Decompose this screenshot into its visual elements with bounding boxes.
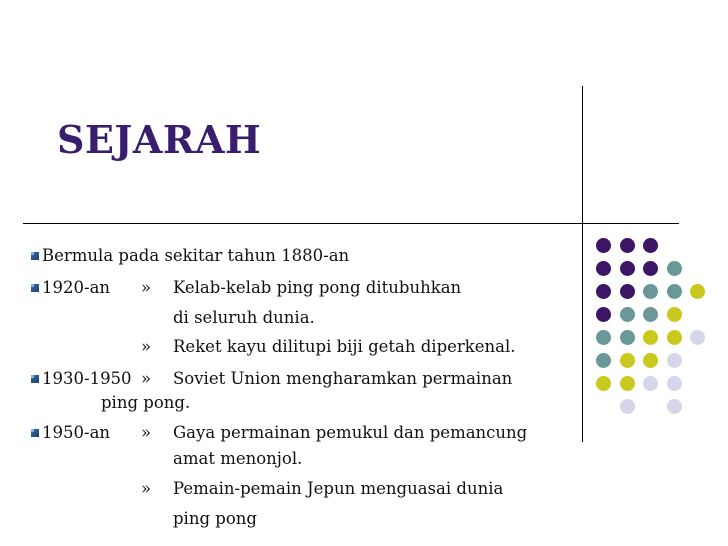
decorative-dot <box>667 353 682 368</box>
event-text: Pemain-pemain Jepun menguasai dunia <box>173 479 504 498</box>
arrow-marker: » <box>141 278 152 297</box>
decorative-dot <box>667 261 682 276</box>
event-text-continued: di seluruh dunia. <box>173 308 315 327</box>
decorative-dot <box>620 307 635 322</box>
decorative-dot <box>643 376 658 391</box>
event-text: Soviet Union mengharamkan permainan <box>173 369 513 388</box>
decorative-dot <box>596 238 611 253</box>
square-bullet-icon <box>31 375 39 383</box>
square-bullet-icon <box>31 429 39 437</box>
arrow-marker: » <box>141 479 152 498</box>
square-bullet-icon <box>31 252 39 260</box>
decorative-dot <box>643 330 658 345</box>
vertical-divider <box>582 86 583 442</box>
decorative-dot <box>643 353 658 368</box>
decorative-dot <box>596 353 611 368</box>
decorative-dot <box>667 399 682 414</box>
decorative-dot <box>620 284 635 299</box>
year-label: 1930-1950 <box>42 369 132 388</box>
decorative-dot <box>596 376 611 391</box>
year-label: 1950-an <box>42 423 111 442</box>
decorative-dot <box>596 330 611 345</box>
decorative-dot <box>667 330 682 345</box>
decorative-dot <box>643 238 658 253</box>
decorative-dot <box>620 261 635 276</box>
decorative-dot <box>690 284 705 299</box>
decorative-dot <box>620 376 635 391</box>
event-text-continued: ping pong. <box>101 393 191 412</box>
decorative-dot <box>643 261 658 276</box>
year-label: 1920-an <box>42 278 111 297</box>
decorative-dot <box>620 330 635 345</box>
bullet-text: Bermula pada sekitar tahun 1880-an <box>42 246 350 265</box>
event-text: Reket kayu dilitupi biji getah diperkenal. <box>173 337 516 356</box>
event-text: Kelab-kelab ping pong ditubuhkan <box>173 278 462 297</box>
decorative-dot <box>643 284 658 299</box>
decorative-dot <box>643 307 658 322</box>
decorative-dot <box>620 353 635 368</box>
decorative-dot <box>620 399 635 414</box>
arrow-marker: » <box>141 337 152 356</box>
decorative-dot <box>596 261 611 276</box>
decorative-dot <box>596 307 611 322</box>
decorative-dot <box>596 284 611 299</box>
slide-title: SEJARAH <box>57 117 262 162</box>
event-text-continued: ping pong <box>173 509 257 528</box>
square-bullet-icon <box>31 284 39 292</box>
horizontal-divider <box>23 223 679 224</box>
event-text: Gaya permainan pemukul dan pemancung <box>173 423 528 442</box>
decorative-dot <box>667 284 682 299</box>
decorative-dot <box>690 330 705 345</box>
arrow-marker: » <box>141 423 152 442</box>
decorative-dot <box>667 376 682 391</box>
event-text-continued: amat menonjol. <box>173 449 303 468</box>
decorative-dot <box>620 238 635 253</box>
decorative-dot <box>667 307 682 322</box>
arrow-marker: » <box>141 369 152 388</box>
